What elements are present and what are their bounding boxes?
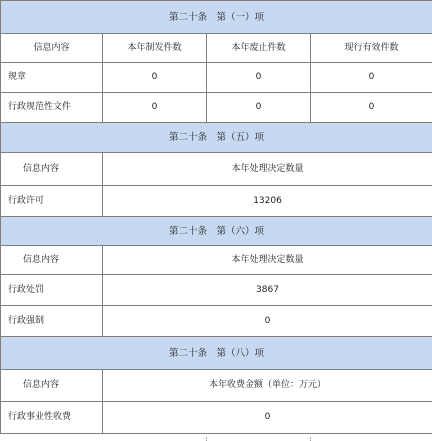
section-header-row bbox=[1, 217, 432, 246]
row-label: 行政许可 bbox=[1, 186, 103, 217]
column-header: 信息内容 bbox=[1, 153, 103, 186]
column-header: 信息内容 bbox=[1, 370, 103, 402]
column-header: 本年处理决定数量 bbox=[103, 246, 432, 275]
section-header-row bbox=[1, 337, 432, 370]
row-label: 行政强制 bbox=[1, 306, 103, 337]
section-header-row bbox=[1, 123, 432, 153]
row-label: 行政事业性收费 bbox=[1, 402, 103, 434]
cell-value: 0 bbox=[207, 63, 311, 93]
column-header: 本年制发件数 bbox=[103, 34, 207, 63]
cell-value: 0 bbox=[103, 93, 207, 123]
column-header-row bbox=[1, 34, 432, 63]
table-row bbox=[1, 93, 432, 123]
cell-value: 0 bbox=[311, 93, 432, 123]
column-header: 信息内容 bbox=[1, 34, 103, 63]
cell-value: 13206 bbox=[103, 186, 432, 217]
table-row bbox=[1, 275, 432, 306]
cell-value: 0 bbox=[207, 93, 311, 123]
column-header-row bbox=[1, 370, 432, 402]
column-header: 现行有效件数 bbox=[311, 34, 432, 63]
cell-value: 0 bbox=[103, 306, 432, 337]
row-label: 行政规范性文件 bbox=[1, 93, 103, 123]
gridline-mark bbox=[206, 437, 208, 441]
column-header-row bbox=[1, 153, 432, 186]
column-header: 本年处理决定数量 bbox=[103, 153, 432, 186]
cell-value: 0 bbox=[103, 63, 207, 93]
column-header: 信息内容 bbox=[1, 246, 103, 275]
row-label: 行政处罚 bbox=[1, 275, 103, 306]
section-header-row bbox=[1, 1, 432, 34]
column-header: 本年收费金额（单位：万元） bbox=[103, 370, 432, 402]
gridline-mark bbox=[310, 437, 312, 441]
cell-value: 0 bbox=[103, 402, 432, 434]
cell-value: 3867 bbox=[103, 275, 432, 306]
column-header-row bbox=[1, 246, 432, 275]
section-title: 第二十条 第（六）项 bbox=[1, 217, 432, 246]
cell-value: 0 bbox=[311, 63, 432, 93]
column-header: 本年废止件数 bbox=[207, 34, 311, 63]
section-title: 第二十条 第（八）项 bbox=[1, 337, 432, 370]
section-title: 第二十条 第（一）项 bbox=[1, 1, 432, 34]
table-row bbox=[1, 306, 432, 337]
table-row bbox=[1, 402, 432, 434]
section-title: 第二十条 第（五）项 bbox=[1, 123, 432, 153]
table-row bbox=[1, 186, 432, 217]
row-label: 规章 bbox=[1, 63, 103, 93]
table-row bbox=[1, 63, 432, 93]
